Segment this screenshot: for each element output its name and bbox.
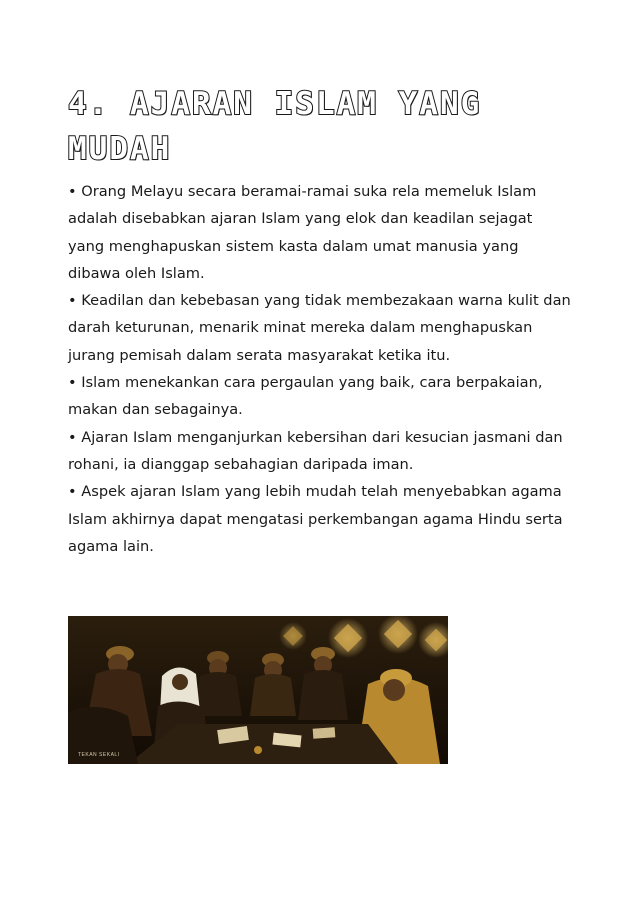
paragraph-1: • Orang Melayu secara beramai-ramai suka rela memeluk Islam adalah disebabkan ajaran Islam yang elok dan keadilan sejagat yang menghapuskan sistem kasta dalam umat manusia yang dibawa oleh Islam. <box>68 183 537 282</box>
paragraph-5: • Aspek ajaran Islam yang lebih mudah telah menyebabkan agama Islam akhirnya dapat mengatasi perkembangan agama Hindu serta agama lain. <box>68 483 563 555</box>
museum-diorama-photo <box>68 616 448 764</box>
paragraph-4: • Ajaran Islam menganjurkan kebersihan dari kesucian jasmani dan rohani, ia dianggap sebahagian daripada iman. <box>68 428 563 473</box>
paragraph-3: • Islam menekankan cara pergaulan yang baik, cara berpakaian, makan dan sebagainya. <box>68 374 543 419</box>
body-text <box>68 178 573 560</box>
photo-caption: TEKAN SEKALI <box>78 752 120 758</box>
page-title: 4. AJARAN ISLAM YANG MUDAH <box>68 86 482 167</box>
back-row-figures <box>194 647 348 720</box>
paragraph-2: • Keadilan dan kebebasan yang tidak membezakaan warna kulit dan darah keturunan, menarik minat mereka dalam menghapuskan jurang pemisah dalam serata masyarakat ketika itu. <box>68 292 571 364</box>
diorama-illustration <box>68 616 448 764</box>
